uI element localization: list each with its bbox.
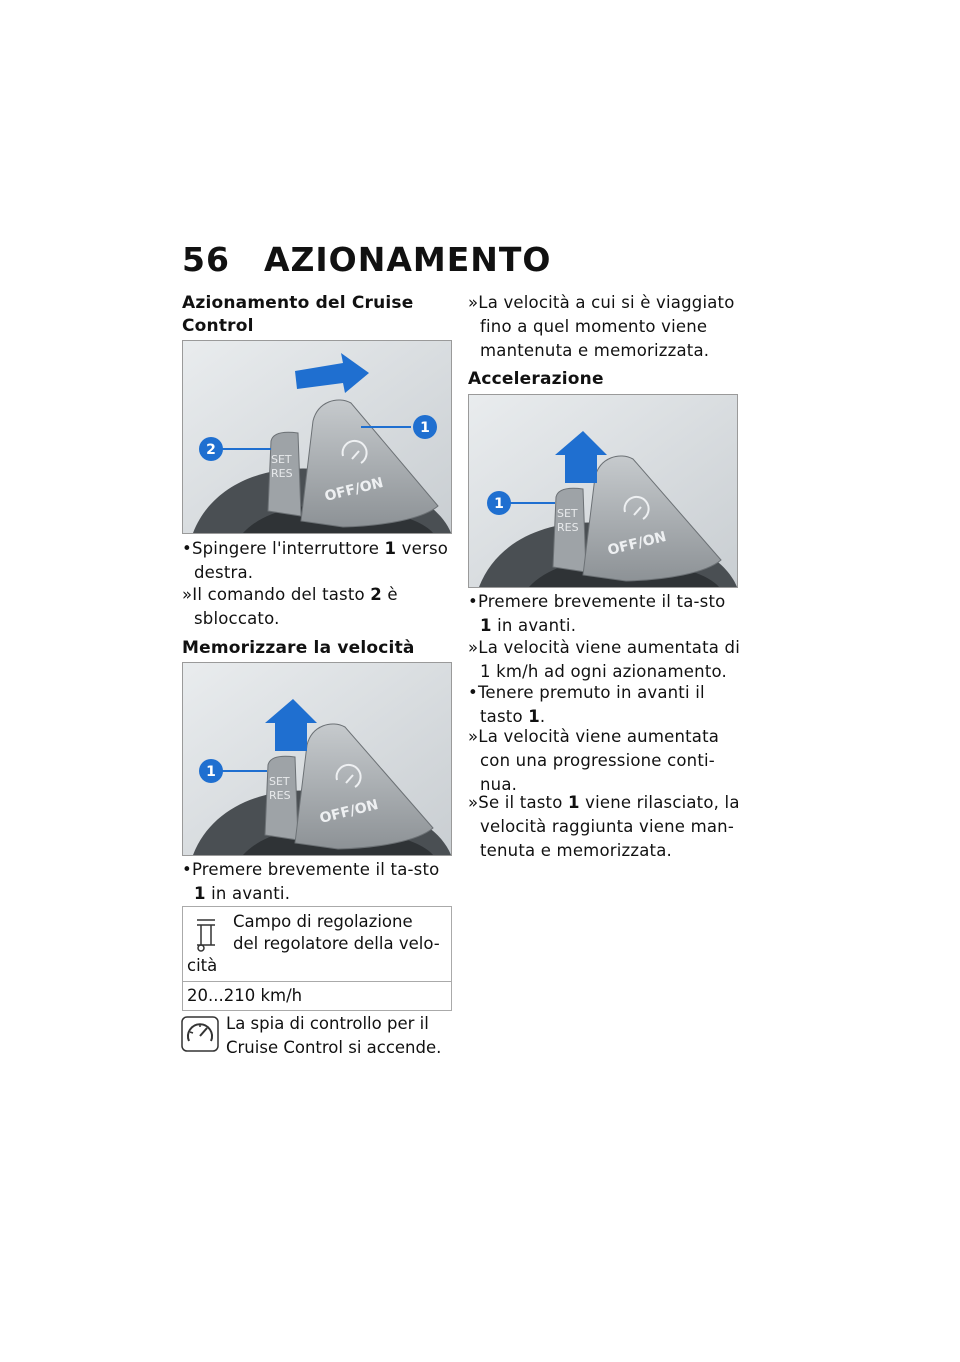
spec-value: 20...210 km/h: [187, 986, 303, 1005]
heading-store-speed: Memorizzare la velocità: [182, 638, 415, 658]
result-button-unlocked: »Il comando del tasto 2 è sbloccato.: [182, 585, 398, 628]
figure1-res: RES: [271, 467, 293, 480]
indicator-text-line1: La spia di controllo per il: [226, 1014, 429, 1033]
figure1-label-1: 1: [420, 420, 430, 436]
measuring-gauge-icon: [195, 917, 217, 953]
figure2-set: SET: [269, 775, 290, 788]
figure1-label-2: 2: [206, 442, 216, 458]
accel-result-progressive: »La velocità viene aumentata con una progressione conti-nua.: [468, 727, 720, 794]
spec-label-line3: cità: [187, 956, 218, 975]
spec-label-line1: Campo di regolazione: [233, 912, 413, 931]
figure-acceleration: [468, 394, 738, 588]
figure-store-speed: [182, 662, 452, 856]
heading-acceleration: Accelerazione: [468, 369, 604, 389]
spec-box: [182, 906, 452, 1011]
figure3-label-1: 1: [494, 496, 504, 512]
indicator-text-line2: Cruise Control si accende.: [226, 1038, 442, 1057]
figure1-offon: OFF/ON: [323, 474, 385, 505]
figure2-res: RES: [269, 789, 291, 802]
spec-label-line2: del regolatore della velo-: [233, 934, 440, 953]
page-header: [182, 240, 551, 279]
figure3-res: RES: [557, 521, 579, 534]
accel-instruction-hold: •Tenere premuto in avanti il tasto 1.: [468, 683, 705, 726]
figure2-offon: OFF/ON: [318, 796, 380, 827]
figure3-set: SET: [557, 507, 578, 520]
heading-cruise-control: Azionamento del Cruise Control: [182, 293, 414, 336]
accel-result-release: »Se il tasto 1 viene rilasciato, la velocità raggiunta viene man-tenuta e memorizzata.: [468, 793, 740, 860]
instruction-push-switch: •Spingere l'interruttore 1 verso destra.: [182, 539, 449, 582]
page-number: 56: [182, 240, 230, 279]
accel-result-increment: »La velocità viene aumentata di 1 km/h ad ogni azionamento.: [468, 638, 740, 681]
result-speed-maintained: »La velocità a cui si è viaggiato fino a quel momento viene mantenuta e memorizzata.: [468, 293, 735, 360]
cruise-control-speedometer-icon: [181, 1016, 219, 1052]
figure-cruise-control-switch: [182, 340, 452, 534]
accel-instruction-press: •Premere brevemente il ta-sto 1 in avanti.: [468, 592, 726, 635]
figure2-label-1: 1: [206, 764, 216, 780]
figure1-set: SET: [271, 453, 292, 466]
instruction-press-forward: •Premere brevemente il ta-sto 1 in avanti.: [182, 860, 440, 903]
section-title: AZIONAMENTO: [263, 240, 552, 279]
figure3-offon: OFF/ON: [606, 528, 668, 559]
